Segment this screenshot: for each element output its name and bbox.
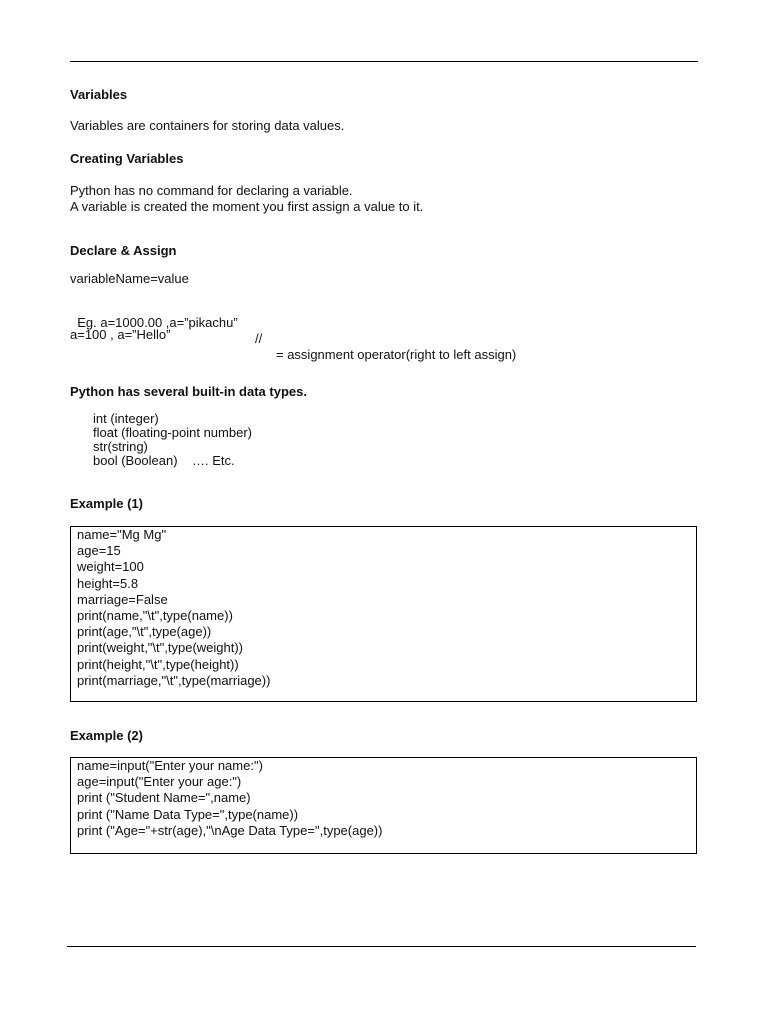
heading-example-1: Example (1) bbox=[70, 496, 143, 511]
comment-marker: // bbox=[255, 331, 263, 346]
heading-builtin-types: Python has several built-in data types. bbox=[70, 384, 307, 399]
example-assign-code: Eg. a=1000.00 ,a=”pikachu” bbox=[77, 315, 238, 330]
footer-rule bbox=[67, 946, 696, 947]
syntax-line: variableName=value bbox=[70, 271, 189, 286]
paragraph-created: A variable is created the moment you first assign a value to it. bbox=[70, 199, 424, 214]
paragraph-containers: Variables are containers for storing data values. bbox=[70, 118, 345, 133]
type-item: int (integer) bbox=[93, 411, 159, 426]
code-line: print(marriage,"\t",type(marriage)) bbox=[77, 672, 271, 688]
paragraph-no-command: Python has no command for declaring a variable. bbox=[70, 183, 353, 198]
type-item: float (floating-point number) bbox=[93, 425, 252, 440]
code-line: name="Mg Mg" bbox=[77, 527, 167, 542]
code-line: name=input("Enter your name:") bbox=[77, 758, 263, 773]
code-line: print ("Age="+str(age),"\nAge Data Type=",type(age)) bbox=[77, 822, 383, 838]
code-box-example-2 bbox=[70, 757, 697, 854]
heading-example-2: Example (2) bbox=[70, 728, 143, 743]
code-line: print ("Student Name=",name) bbox=[77, 790, 251, 806]
code-line: print(name,"\t",type(name)) bbox=[77, 608, 233, 624]
example-assign-line-2: a=100 , a=”Hello” bbox=[70, 327, 171, 342]
code-line: height=5.8 bbox=[77, 575, 139, 591]
comment-text: = assignment operator(right to left assign) bbox=[276, 347, 517, 362]
header-rule bbox=[70, 61, 698, 62]
code-line: age=input("Enter your age:") bbox=[77, 774, 242, 790]
code-line: marriage=False bbox=[77, 591, 168, 607]
code-line: print(weight,"\t",type(weight)) bbox=[77, 640, 244, 656]
type-item: str(string) bbox=[93, 439, 148, 454]
code-line: age=15 bbox=[77, 543, 121, 559]
heading-declare-assign: Declare & Assign bbox=[70, 243, 177, 258]
code-line: weight=100 bbox=[77, 559, 144, 575]
code-line: print(age,"\t",type(age)) bbox=[77, 624, 212, 640]
code-box-example-1 bbox=[70, 526, 697, 702]
type-item: bool (Boolean) …. Etc. bbox=[93, 453, 235, 468]
code-line: print ("Name Data Type=",type(name)) bbox=[77, 806, 299, 822]
code-line: print(height,"\t",type(height)) bbox=[77, 656, 239, 672]
heading-creating-variables: Creating Variables bbox=[70, 151, 184, 166]
heading-variables: Variables bbox=[70, 87, 128, 102]
